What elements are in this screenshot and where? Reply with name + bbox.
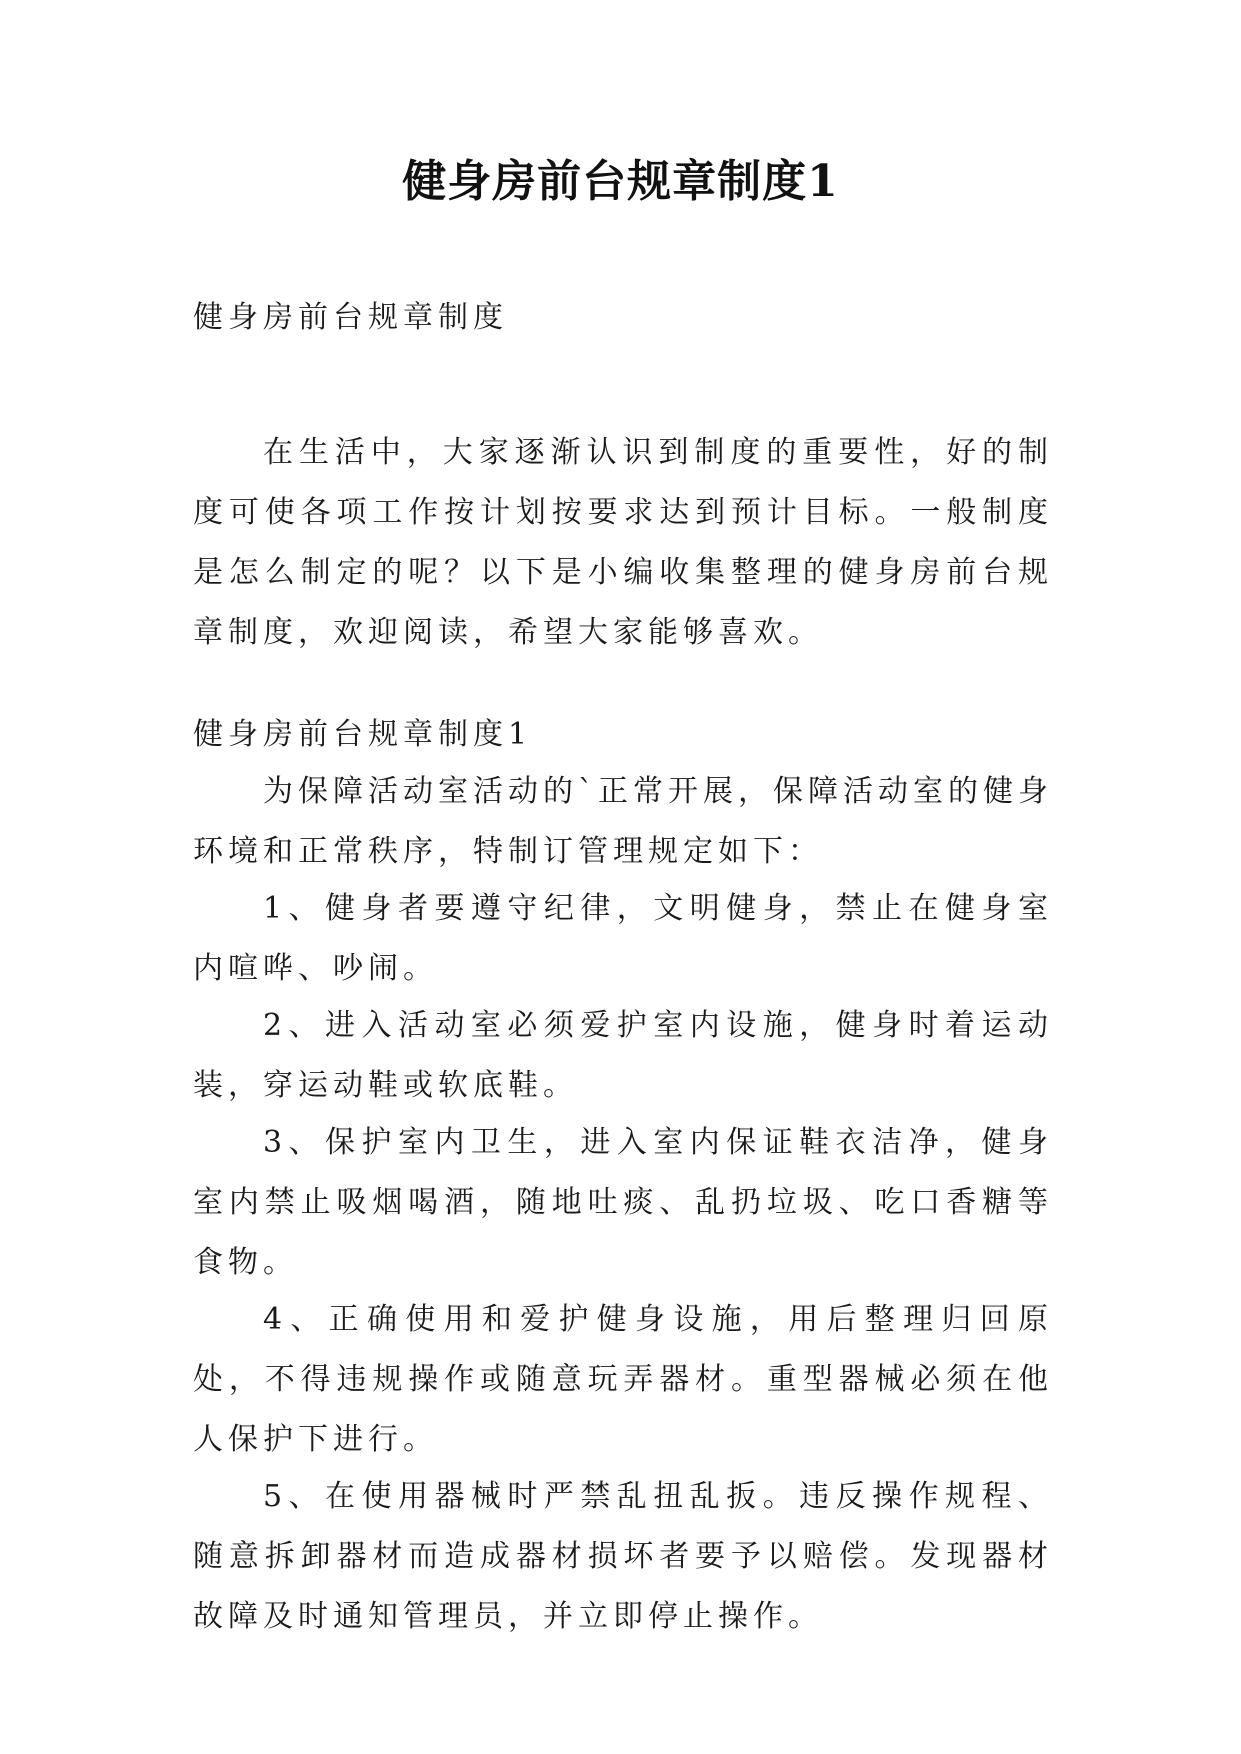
rule-paragraph-3: 3、保护室内卫生，进入室内保证鞋衣洁净，健身室内禁止吸烟喝酒，随地吐痰、乱扔垃圾、吃口香糖等食物。 [193,1125,1053,1280]
section-heading: 健身房前台规章制度1 [193,717,533,752]
rule-paragraph-5: 5、在使用器械时严禁乱扭乱扳。违反操作规程、随意拆卸器材而造成器材损坏者要予以赔偿。发现器材故障及时通知管理员，并立即停止操作。 [193,1479,1053,1634]
document-title: 健身房前台规章制度1 [402,156,839,207]
rule-paragraph-1: 1、健身者要遵守纪律，文明健身，禁止在健身室内喧哗、吵闹。 [193,891,1053,986]
spacer [193,348,1053,408]
section-intro-paragraph: 为保障活动室活动的`正常开展，保障活动室的健身环境和正常秩序，特制订管理规定如下： [193,774,1053,869]
rule-paragraph-4: 4、正确使用和爱护健身设施，用后整理归回原处，不得违规操作或随意玩弄器材。重型器械必须在他人保护下进行。 [193,1302,1053,1457]
rule-paragraph-2: 2、进入活动室必须爱护室内设施，健身时着运动装，穿运动鞋或软底鞋。 [193,1008,1053,1103]
document-body [193,288,1053,1647]
intro-paragraph: 在生活中，大家逐渐认识到制度的重要性，好的制度可使各项工作按计划按要求达到预计目标。一般制度是怎么制定的呢？以下是小编收集整理的健身房前台规章制度，欢迎阅读，希望大家能够喜欢。 [193,435,1053,650]
spacer [193,663,1053,705]
document-subtitle: 健身房前台规章制度 [193,300,508,335]
